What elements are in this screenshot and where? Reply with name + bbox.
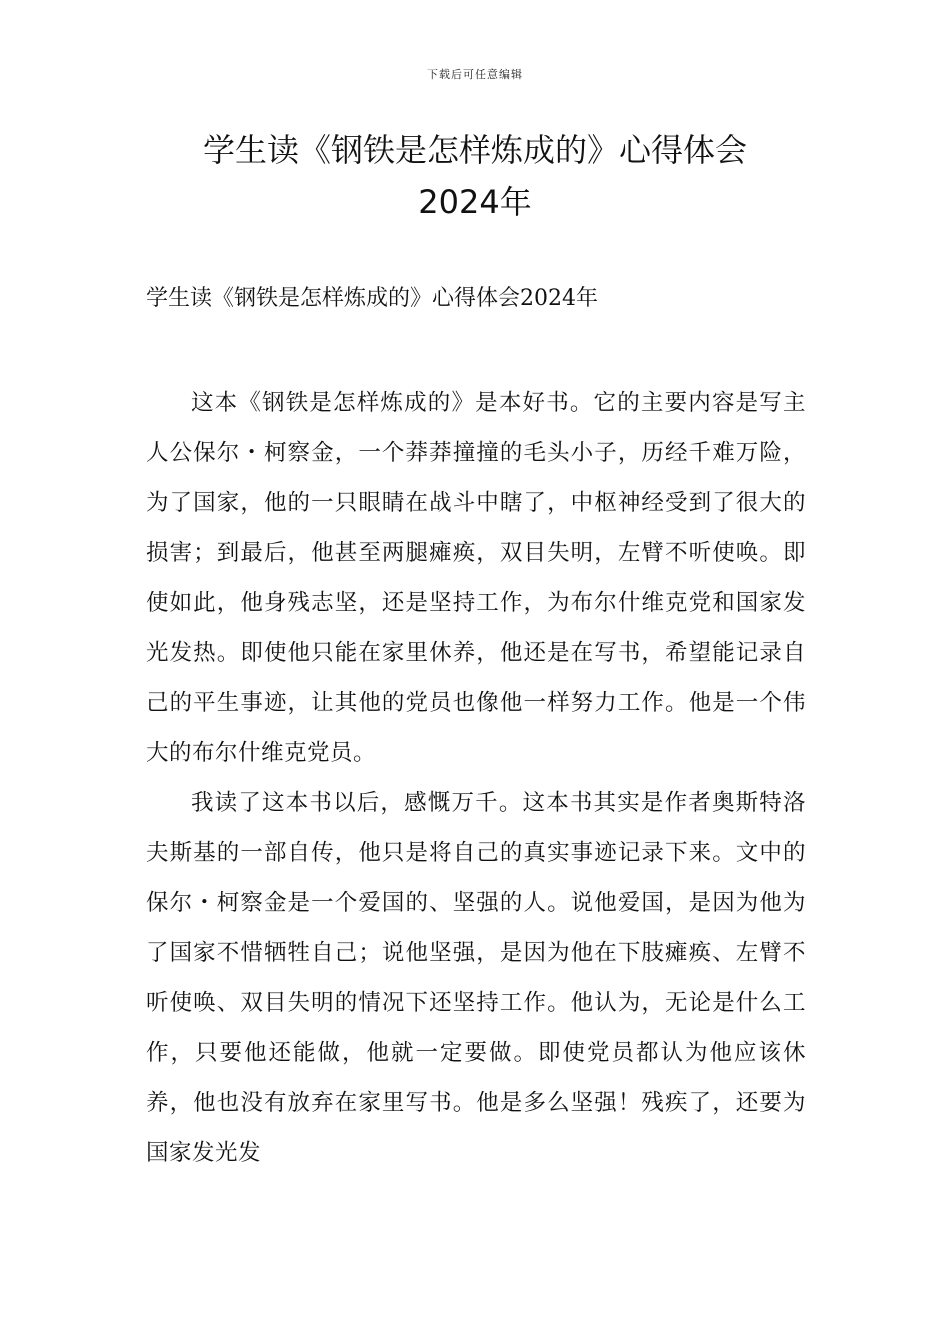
title-line-1: 学生读《钢铁是怎样炼成的》心得体会	[202, 131, 747, 169]
body-paragraph-1: 这本《钢铁是怎样炼成的》是本好书。它的主要内容是写主人公保尔・柯察金，一个莽莽撞撞的毛头小子，历经千难万险，为了国家，他的一只眼睛在战斗中瞎了，中枢神经受到了很大的损害；到最后，他甚至两腿瘫痪，双目失明，左臂不听使唤。即使如此，他身残志坚，还是坚持工作，为布尔什维克党和国家发光发热。即使他只能在家里休养，他还是在写书，希望能记录自己的平生事迹，让其他的党员也像他一样努力工作。他是一个伟大的布尔什维克党员。	[146, 390, 806, 766]
document-body	[146, 378, 806, 1178]
title-line-2: 2024年	[418, 183, 532, 221]
document-subtitle: 学生读《钢铁是怎样炼成的》心得体会2024年	[146, 286, 598, 311]
document-title	[120, 124, 830, 228]
header-note: 下载后可任意编辑	[427, 68, 523, 81]
body-paragraph-2: 我读了这本书以后，感慨万千。这本书其实是作者奥斯特洛夫斯基的一部自传，他只是将自己的真实事迹记录下来。文中的保尔・柯察金是一个爱国的、坚强的人。说他爱国，是因为他为了国家不惜牺牲自己；说他坚强，是因为他在下肢瘫痪、左臂不听使唤、双目失明的情况下还坚持工作。他认为，无论是什么工作，只要他还能做，他就一定要做。即使党员都认为他应该休养，他也没有放弃在家里写书。他是多么坚强！残疾了，还要为国家发光发	[146, 790, 806, 1166]
